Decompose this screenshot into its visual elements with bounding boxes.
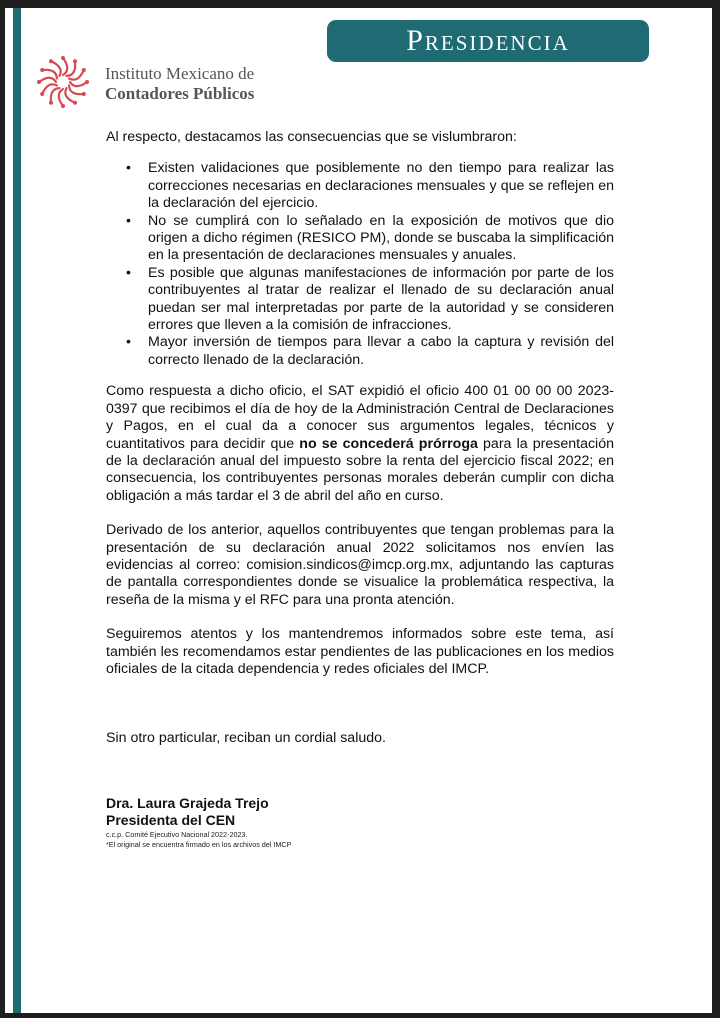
evidence-request-paragraph: Derivado de los anterior, aquellos contribuyentes que tengan problemas para la presentación de su declaración anual 2022 solicitamos nos envíen las evidencias al correo: comision.sindicos@imcp.org.mx, adjuntando las capturas de pantalla correspondientes donde se visualice la problemática respectiva, la reseña de la misma y el RFC para una pronta atención. bbox=[106, 522, 614, 608]
logo-dot bbox=[61, 56, 65, 60]
consequences-list bbox=[106, 160, 614, 369]
closing-line: Sin otro particular, reciban un cordial saludo. bbox=[106, 730, 386, 746]
presidencia-banner bbox=[327, 20, 649, 62]
para1-text-end: para la presentación de la declaración anual del impuesto sobre la renta del ejercicio fiscal 2022; en consecuencia, los contribuyentes personas morales deberán cumplir con dicha obligación a más tardar el 3 de abril del año en curso. bbox=[106, 435, 614, 504]
banner-text: Presidencia bbox=[406, 24, 570, 57]
logo-dot bbox=[73, 101, 77, 105]
signature-block bbox=[106, 795, 291, 849]
logo-dot bbox=[49, 101, 53, 105]
logo-dot bbox=[40, 92, 44, 96]
logo-dot bbox=[82, 68, 86, 72]
logo-petal bbox=[59, 89, 63, 106]
logo-dot bbox=[40, 68, 44, 72]
letter-body bbox=[106, 129, 614, 678]
signer-role: Presidenta del CEN bbox=[106, 812, 236, 828]
list-item: • Es posible que algunas manifestaciones de información por parte de los contribuyentes al tratar de realizar el llenado de su declaración anual puedan ser mal interpretadas por parte de la autoridad y se consideren errores que lleven a la comisión de infracciones. bbox=[148, 265, 614, 335]
list-item: • No se cumplirá con lo señalado en la exposición de motivos que dio origen a dicho régimen (RESICO PM), donde se buscaba la simplificación en la presentación de declaraciones mensuales y anuales. bbox=[148, 213, 614, 265]
logo-dot bbox=[73, 59, 77, 63]
logo-dot bbox=[37, 80, 41, 84]
logo-dot bbox=[61, 104, 65, 108]
follow-up-paragraph: Seguiremos atentos y los mantendremos informados sobre este tema, así también les recomendamos estar pendientes de las publicaciones en los medios oficiales de la citada dependencia y redes oficiales del IMCP. bbox=[106, 626, 614, 677]
original-note: *El original se encuentra firmado en los archivos del IMCP bbox=[106, 840, 292, 849]
org-line-1: Instituto Mexicano de bbox=[105, 64, 255, 83]
sat-response-paragraph bbox=[106, 383, 614, 505]
logo-dot bbox=[85, 80, 89, 84]
signer-name: Dra. Laura Grajeda Trejo bbox=[106, 795, 269, 811]
document-page bbox=[5, 8, 712, 1013]
logo-petal bbox=[39, 78, 56, 82]
no-extension-emphasis: no se concederá prórroga bbox=[299, 435, 478, 452]
logo-dot bbox=[82, 92, 86, 96]
ccp-line: c.c.p. Comité Ejecutivo Nacional 2022-2023. bbox=[106, 830, 248, 839]
intro-paragraph: Al respecto, destacamos las consecuencias que se vislumbraron: bbox=[106, 129, 517, 145]
organization-name bbox=[105, 64, 254, 104]
list-item: • Mayor inversión de tiempos para llevar a cabo la captura y revisión del correcto llenado de la declaración. bbox=[148, 334, 614, 369]
logo-petal bbox=[63, 58, 67, 75]
logo-petal bbox=[70, 82, 87, 86]
imcp-logo-icon bbox=[35, 53, 91, 111]
logo-dot bbox=[49, 59, 53, 63]
para1-text-start: Como respuesta a dicho oficio, el SAT expidió el oficio 400 01 00 00 00 2023-0397 que recibimos el día de hoy de la Administración Central de Declaraciones y Pagos, en el cual da a conocer sus argumentos legales, técnicos y cuantitativos para decidir que bbox=[106, 383, 614, 452]
list-item: • Existen validaciones que posiblemente no den tiempo para realizar las correcciones necesarias en declaraciones mensuales y que se reflejen en la declaración del ejercicio. bbox=[148, 160, 614, 212]
side-accent-bar bbox=[13, 8, 21, 1013]
org-line-2: Contadores Públicos bbox=[105, 84, 255, 103]
